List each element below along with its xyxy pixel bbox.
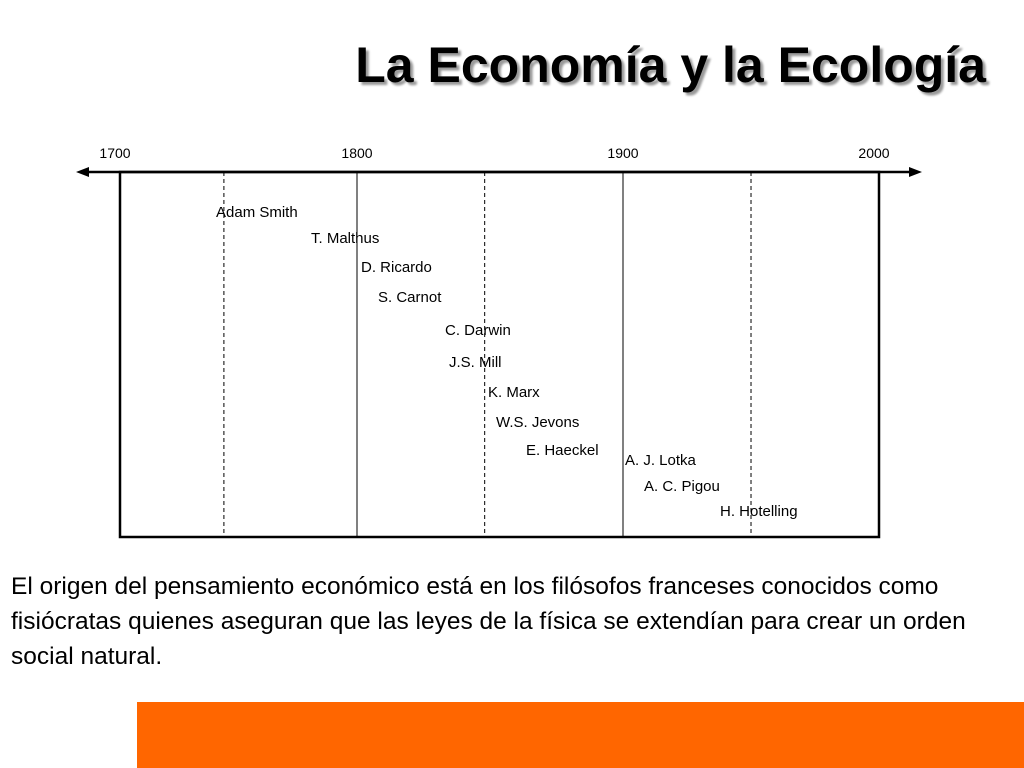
- arrowhead-right: [909, 167, 922, 177]
- name-label: A. C. Pigou: [644, 478, 720, 495]
- slide-title: La Economía y la Ecología: [355, 37, 986, 93]
- name-label: D. Ricardo: [361, 259, 432, 276]
- name-label: J.S. Mill: [449, 354, 502, 371]
- year-label-1800: 1800: [341, 145, 373, 161]
- orange-accent-bar: [137, 702, 1024, 768]
- year-label-1900: 1900: [607, 145, 639, 161]
- name-label: T. Malthus: [311, 230, 380, 247]
- name-label: C. Darwin: [445, 322, 511, 339]
- arrowhead-left: [76, 167, 89, 177]
- year-label-1700: 1700: [99, 145, 131, 161]
- name-label: K. Marx: [488, 384, 540, 401]
- timeline-frame: [76, 167, 922, 537]
- name-labels: [216, 204, 798, 520]
- body-paragraph: El origen del pensamiento económico está en los filósofos franceses conocidos como fisiócratas quienes aseguran que las leyes de la física se extendían para crear un orden social natural.: [11, 573, 966, 670]
- year-labels: [99, 145, 889, 161]
- name-label: E. Haeckel: [526, 442, 599, 459]
- name-label: Adam Smith: [216, 204, 298, 221]
- name-label: W.S. Jevons: [496, 414, 580, 431]
- name-label: S. Carnot: [378, 289, 442, 306]
- name-label: A. J. Lotka: [625, 452, 696, 469]
- name-label: H. Hotelling: [720, 503, 798, 520]
- year-label-2000: 2000: [858, 145, 890, 161]
